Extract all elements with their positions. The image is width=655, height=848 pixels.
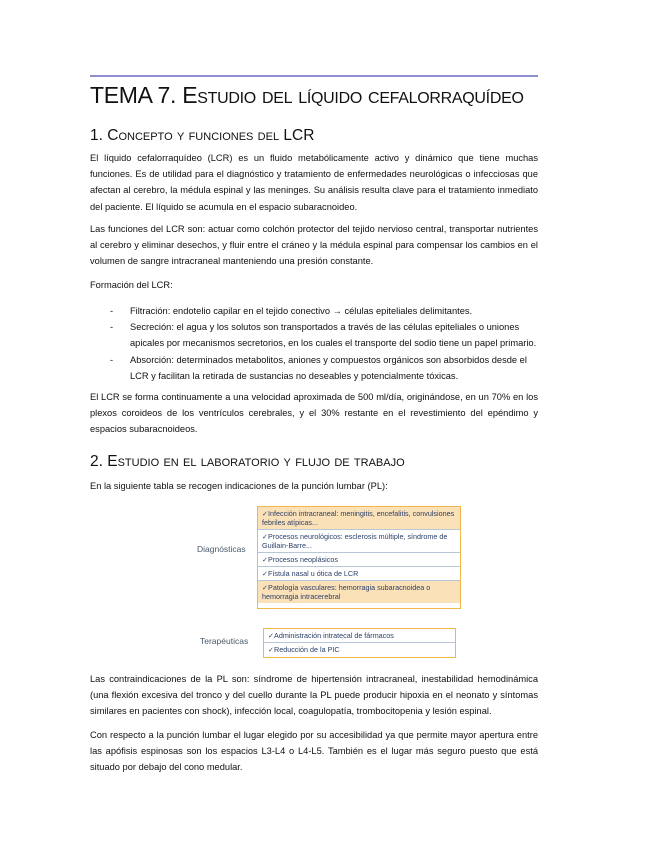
section-2-title: Estudio en el laboratorio y flujo de trabajo bbox=[107, 453, 405, 470]
bullet-dash: - bbox=[110, 354, 114, 365]
therapeutic-item: ✓Reducción de la PIC bbox=[264, 642, 455, 656]
diagnostic-label: Diagnósticas bbox=[197, 544, 246, 554]
therapeutic-item: ✓Administración intratecal de fármacos bbox=[268, 631, 394, 640]
paragraph-intro: El líquido cefalorraquídeo (LCR) es un fluido metabólicamente activo y dinámico que tiene muchas funciones. Es de utilidad para el diagnóstico y tratamiento de enfermedades neurológicas o infecciosas que afectan al cerebro, la médula espinal y las meninges. Su análisis resulta clave para el tratamiento inmediato del paciente. El líquido se acumula en el espacio subaracnoideo. bbox=[90, 153, 538, 212]
diagnostic-item: ✓Fístula nasal u ótica de LCR bbox=[258, 566, 460, 580]
list-item bbox=[90, 319, 538, 351]
therapeutic-label: Terapéuticas bbox=[200, 636, 249, 646]
diagnostic-box bbox=[257, 506, 461, 609]
paragraph-production: El LCR se forma continuamente a una velocidad aproximada de 500 ml/día, originándose, en un 70% en los plexos coroideos de los ventrículos cerebrales, y el 30% restante en el revestimiento del epéndimo y espacios subaracnoideos. bbox=[90, 392, 538, 435]
section-1-title: Concepto y funciones del LCR bbox=[107, 127, 315, 144]
section-2-heading bbox=[90, 453, 405, 471]
diagnostic-item: ✓Procesos neoplásicos bbox=[258, 552, 460, 566]
formation-list bbox=[90, 303, 538, 384]
list-item-text: Absorción: determinados metabolitos, aniones y compuestos orgánicos son absorbidos desde el LCR y facilitan la retirada de sustancias no deseables y potencialmente tóxicas. bbox=[130, 354, 527, 381]
therapeutic-box bbox=[263, 628, 456, 658]
section-1-number: 1. bbox=[90, 127, 103, 144]
list-item bbox=[90, 303, 538, 319]
section-1-heading bbox=[90, 127, 314, 145]
bullet-dash: - bbox=[110, 322, 114, 333]
list-item-text: Filtración: endotelio capilar en el tejido conectivo → células epiteliales delimitantes. bbox=[130, 306, 473, 316]
paragraph-functions: Las funciones del LCR son: actuar como colchón protector del tejido nervioso central, transportar nutrientes al cerebro y eliminar desechos, y fluir entre el cráneo y la médula espinal para compensar los cambios en el volumen de sangre intracraneal manteniendo una presión constante. bbox=[90, 224, 538, 267]
list-item-text: Secreción: el agua y los solutos son transportados a través de las células epiteliales o uniones apicales por mecanismos secretorios, en los cuales el transporte del sodio tiene un papel primario. bbox=[130, 322, 537, 349]
title-prefix: TEMA 7. bbox=[90, 82, 177, 108]
bullet-dash: - bbox=[110, 306, 114, 316]
paragraph-puncture-site: Con respecto a la punción lumbar el lugar elegido por su accesibilidad ya que permite mayor apertura entre las apófisis espinosas son los espacios L3-L4 o L4-L5. También es el lugar más seguro puesto que está situado por debajo del cono medular. bbox=[90, 730, 538, 773]
diagnostic-item: ✓Infección intracraneal: meningitis, encefalitis, convulsiones febriles atípicas... bbox=[258, 507, 460, 529]
section-2-number: 2. bbox=[90, 453, 103, 470]
title-rule bbox=[90, 75, 538, 77]
title-rest: Estudio del líquido cefalorraquídeo bbox=[182, 82, 524, 108]
page-title bbox=[90, 82, 524, 109]
diagnostic-item: ✓Procesos neurológicos: esclerosis múltiple, síndrome de Guillain-Barre... bbox=[258, 529, 460, 552]
paragraph-table-intro: En la siguiente tabla se recogen indicaciones de la punción lumbar (PL): bbox=[90, 481, 388, 491]
paragraph-formation-label: Formación del LCR: bbox=[90, 280, 173, 290]
diagnostic-item: ✓Patología vasculares: hemorragia subaracnoidea o hemorragia intracerebral bbox=[258, 580, 460, 603]
list-item bbox=[90, 352, 538, 384]
paragraph-contraindications: Las contraindicaciones de la PL son: síndrome de hipertensión intracraneal, inestabilidad hemodinámica (una flexión excesiva del tronco y del cuello durante la PL puede producir hipoxia en el neonato y síntomas similares en pacientes con shock), infección local, coagulopatía, trombocitopenia y lesión espinal. bbox=[90, 674, 538, 717]
